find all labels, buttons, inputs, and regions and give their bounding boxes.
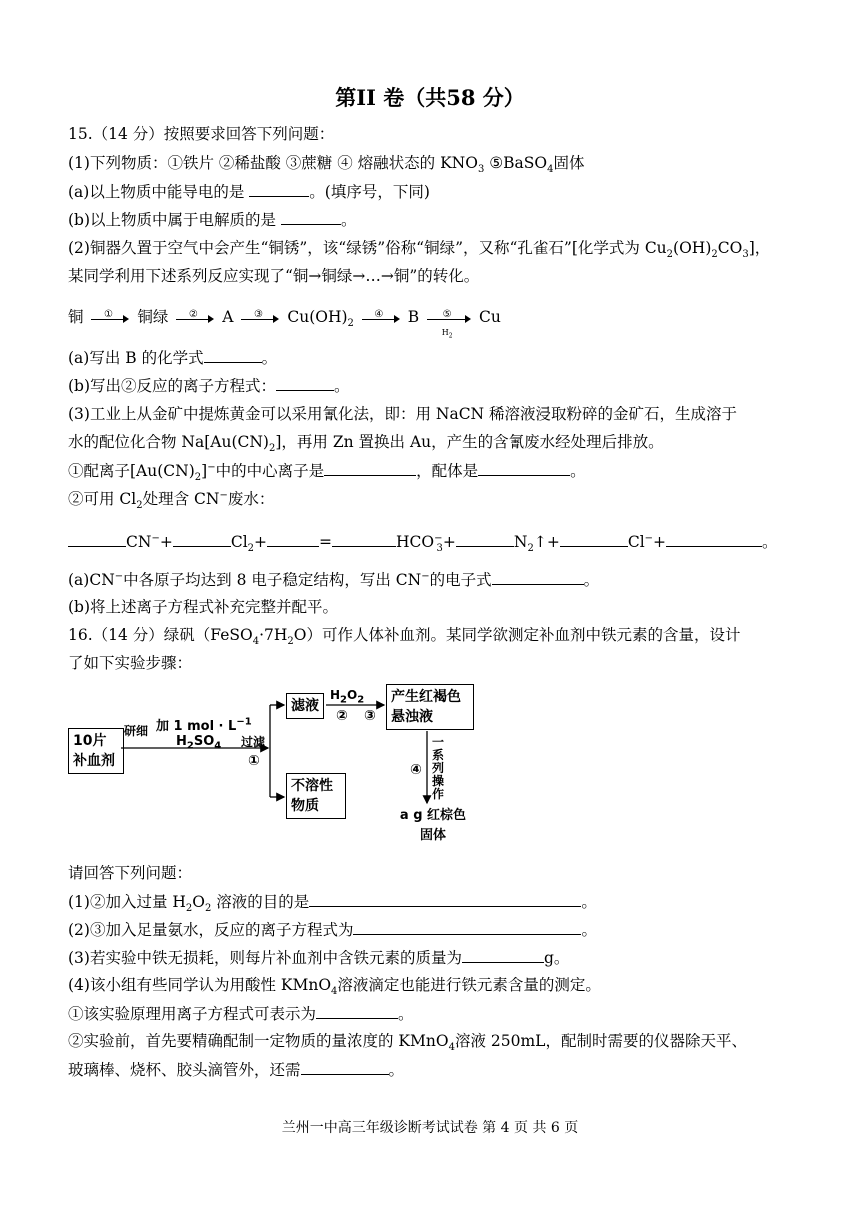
q16-sub1: (1)②加入过量 $H_2O_2$ 溶液的目的是 。 — [68, 890, 597, 913]
q15-part2b: (b)写出②反应的离子方程式： 。 — [68, 374, 350, 397]
q15-part3b: (b)将上述离子方程式补充完整并配平。 — [68, 598, 339, 616]
q15-part2-line1: (2)铜器久置于空气中会产生“铜锈”，该“绿锈”俗称“铜绿”，又称“孔雀石”[化学式为 $Cu_2(OH)_2CO_3$]， — [68, 239, 771, 261]
q16-header-line1: 16.（14 分）绿矾$(FeSO_4\cdot 7H_2O)$可作人体补血剂。某同学欲测定补血剂中铁元素的含量，设计 — [68, 626, 741, 648]
reaction-arrow: ③ — [241, 310, 279, 326]
solid-label: a g 红棕色 固体 — [399, 808, 467, 843]
answer-blank[interactable] — [353, 918, 581, 935]
step2-label: ② — [336, 708, 348, 724]
q15-part2a: (a)写出 B 的化学式 。 — [68, 346, 277, 369]
coefficient-blank[interactable] — [560, 530, 628, 547]
answer-blank[interactable] — [204, 346, 262, 363]
answer-blank[interactable] — [492, 568, 584, 585]
reaction-arrow: ② — [176, 310, 214, 326]
balance-equation: $CN^-+ Cl_2+ = HCO^-_3+$ $N_2↑+ Cl^-+$ 。 — [68, 530, 778, 553]
section-title: 第II 卷（共58 分） — [335, 85, 525, 110]
q15-part1a: (a)以上物质中能导电的是 。(填序号，下同) — [68, 180, 430, 203]
answer-blank[interactable] — [301, 1058, 389, 1075]
h2o2-label: $H_2O_2$ — [330, 688, 365, 706]
insoluble-box: 不溶性 物质 — [286, 773, 346, 819]
page-footer: 兰州一中高三年级诊断考试试卷 第 4 页 共 6 页 — [281, 1120, 579, 1136]
answer-blank[interactable] — [478, 459, 570, 476]
series-ops-label: 一系列操作 — [432, 735, 445, 801]
q15-part3-item2: ②可用 $Cl_2$处理含 CN−废水： — [68, 489, 275, 512]
q15-part1b: (b)以上物质中属于电解质的是 。 — [68, 208, 356, 231]
reaction-arrow: ④ — [362, 310, 400, 326]
coefficient-blank[interactable] — [666, 530, 762, 547]
reaction-arrow: ⑤ $H_2$ — [427, 310, 471, 326]
coefficient-blank[interactable] — [456, 530, 514, 547]
q15-header: 15.（14 分）按照要求回答下列问题： — [68, 125, 335, 143]
answer-blank[interactable] — [281, 208, 341, 225]
answer-blank[interactable] — [462, 946, 544, 963]
q15-part1-intro: (1)下列物质：①铁片 ②稀盐酸 ③蔗糖 ④ 熔融状态的 $KNO_3$ ⑤BaSO$_4$固体 — [68, 154, 585, 176]
h2so4-label: $H_2SO_4$ — [176, 734, 222, 752]
q16-sub3: (3)若实验中铁无损耗，则每片补血剂中含铁元素的质量为 g。 — [68, 946, 569, 969]
step1-label: ① — [248, 753, 260, 769]
answer-blank[interactable] — [249, 180, 309, 197]
step3-label: ③ — [364, 708, 376, 724]
grind-label: 研细 — [124, 724, 149, 738]
answer-blank[interactable] — [276, 374, 334, 391]
suspension-box: 产生红褐色 悬浊液 — [386, 684, 474, 730]
q16-header-line2: 了如下实验步骤： — [68, 654, 193, 672]
q16-ask: 请回答下列问题： — [68, 864, 193, 882]
q16-sub4-item2-line2: 玻璃棒、烧杯、胶头滴管外，还需 。 — [68, 1058, 404, 1081]
coefficient-blank[interactable] — [173, 530, 231, 547]
q15-part3-line2: 水的配位化合物 $Na[Au(CN)_2]$，再用 Zn 置换出 Au，产生的含氰废水经处理后排放。 — [68, 433, 664, 455]
reaction-arrow: ① — [91, 310, 129, 326]
conversion-chain: 铜 ① 铜绿 ② A ③ $Cu(OH)_2$ ④ B ⑤ $H_2$ Cu — [68, 308, 501, 340]
filter-label: 过滤 — [241, 735, 266, 749]
acid-label: 加 1 mol · $L^{-1}$ — [156, 716, 252, 734]
coefficient-blank[interactable] — [267, 530, 319, 547]
coefficient-blank[interactable] — [68, 530, 126, 547]
answer-blank[interactable] — [316, 1002, 398, 1019]
q16-sub4-item2-line1: ②实验前，首先要精确配制一定物质的量浓度的 KMnO$_4$溶液 250mL，配制时需要的仪器除天平、 — [68, 1032, 747, 1054]
q16-sub4-item1: ①该实验原理用离子方程式可表示为 。 — [68, 1002, 414, 1025]
answer-blank[interactable] — [309, 890, 581, 907]
step4-label: ④ — [410, 762, 422, 778]
answer-blank[interactable] — [324, 459, 416, 476]
q16-sub4: (4)该小组有些同学认为用酸性 KMnO$_4$溶液滴定也能进行铁元素含量的测定。 — [68, 976, 601, 998]
q16-sub2: (2)③加入足量氨水，反应的离子方程式为 。 — [68, 918, 597, 941]
coefficient-blank[interactable] — [332, 530, 396, 547]
q15-part3-line1: (3)工业上从金矿中提炼黄金可以采用氰化法，即：用 NaCN 稀溶液浸取粉碎的金矿石，生成溶于 — [68, 405, 738, 423]
filtrate-box: 滤液 — [286, 693, 324, 719]
q15-part2-line2: 某同学利用下述系列反应实现了“铜→铜绿→…→铜”的转化。 — [68, 267, 480, 285]
tablets-box: 10片 补血剂 — [68, 728, 124, 774]
q15-part3a: (a)CN−中各原子均达到 8 电子稳定结构，写出 CN−的电子式 。 — [68, 568, 599, 591]
q15-part3-item1: ①配离子$[Au(CN)_2]^-$中的中心离子是 ，配体是 。 — [68, 459, 586, 482]
